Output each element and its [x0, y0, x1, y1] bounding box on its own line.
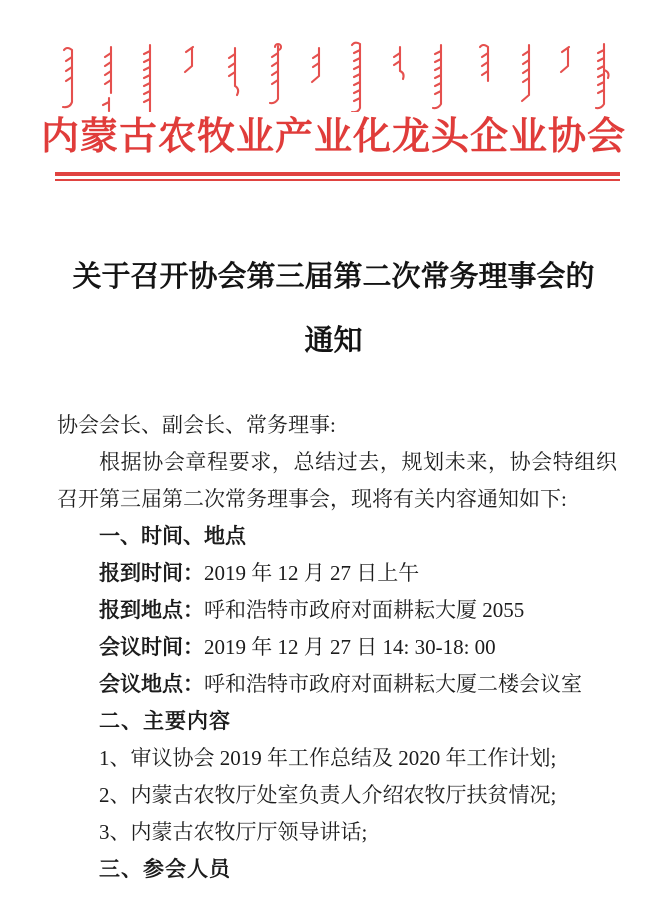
intro-paragraph: 根据协会章程要求，总结过去，规划未来，协会特组织召开第三届第二次常务理事会，现将有关内容通知如下: [57, 450, 617, 511]
letterhead [0, 0, 667, 181]
salutation: 协会会长、副会长、常务理事: [57, 413, 336, 437]
meeting-info-label: 报到时间： [99, 561, 204, 585]
meeting-info-row-checkin-place [57, 592, 617, 629]
agenda-item-2: 2、内蒙古农牧厅处室负责人介绍农牧厅扶贫情况; [99, 783, 557, 807]
meeting-info-value: 2019 年 12 月 27 日上午 [204, 561, 420, 585]
meeting-info-row-checkin-time [57, 555, 617, 592]
meeting-info-label: 会议地点： [99, 672, 204, 696]
meeting-info-label: 会议时间： [99, 635, 204, 659]
doc-title [0, 245, 667, 373]
letterhead-divider [55, 172, 620, 181]
section-3-heading: 三、参会人员 [99, 858, 231, 881]
doc-title-line-1: 关于召开协会第三届第二次常务理事会的 [72, 261, 595, 293]
org-name: 内蒙古农牧业产业化龙头企业协会 [40, 116, 626, 158]
section-1-heading: 一、时间、地点 [99, 524, 246, 548]
meeting-info-value: 呼和浩特市政府对面耕耘大厦二楼会议室 [204, 672, 582, 696]
meeting-info-row-meeting-place [57, 666, 617, 703]
meeting-info-row-meeting-time [57, 629, 617, 666]
letterhead-divider-thick-line [55, 172, 620, 176]
doc-title-line-2: 通知 [304, 325, 363, 357]
meeting-info-label: 报到地点： [99, 598, 204, 622]
agenda-item-1: 1、审议协会 2019 年工作总结及 2020 年工作计划; [99, 746, 557, 770]
agenda-item-3: 3、内蒙古农牧厅厅领导讲话; [99, 820, 368, 844]
mongolian-script-graphic [0, 0, 667, 112]
meeting-info-value: 2019 年 12 月 27 日 14: 30-18: 00 [204, 635, 496, 659]
meeting-info-value: 呼和浩特市政府对面耕耘大厦 2055 [204, 598, 525, 622]
section-2-heading: 二、主要内容 [99, 710, 231, 733]
doc-body [57, 407, 617, 888]
letterhead-divider-thin-line [55, 179, 620, 181]
